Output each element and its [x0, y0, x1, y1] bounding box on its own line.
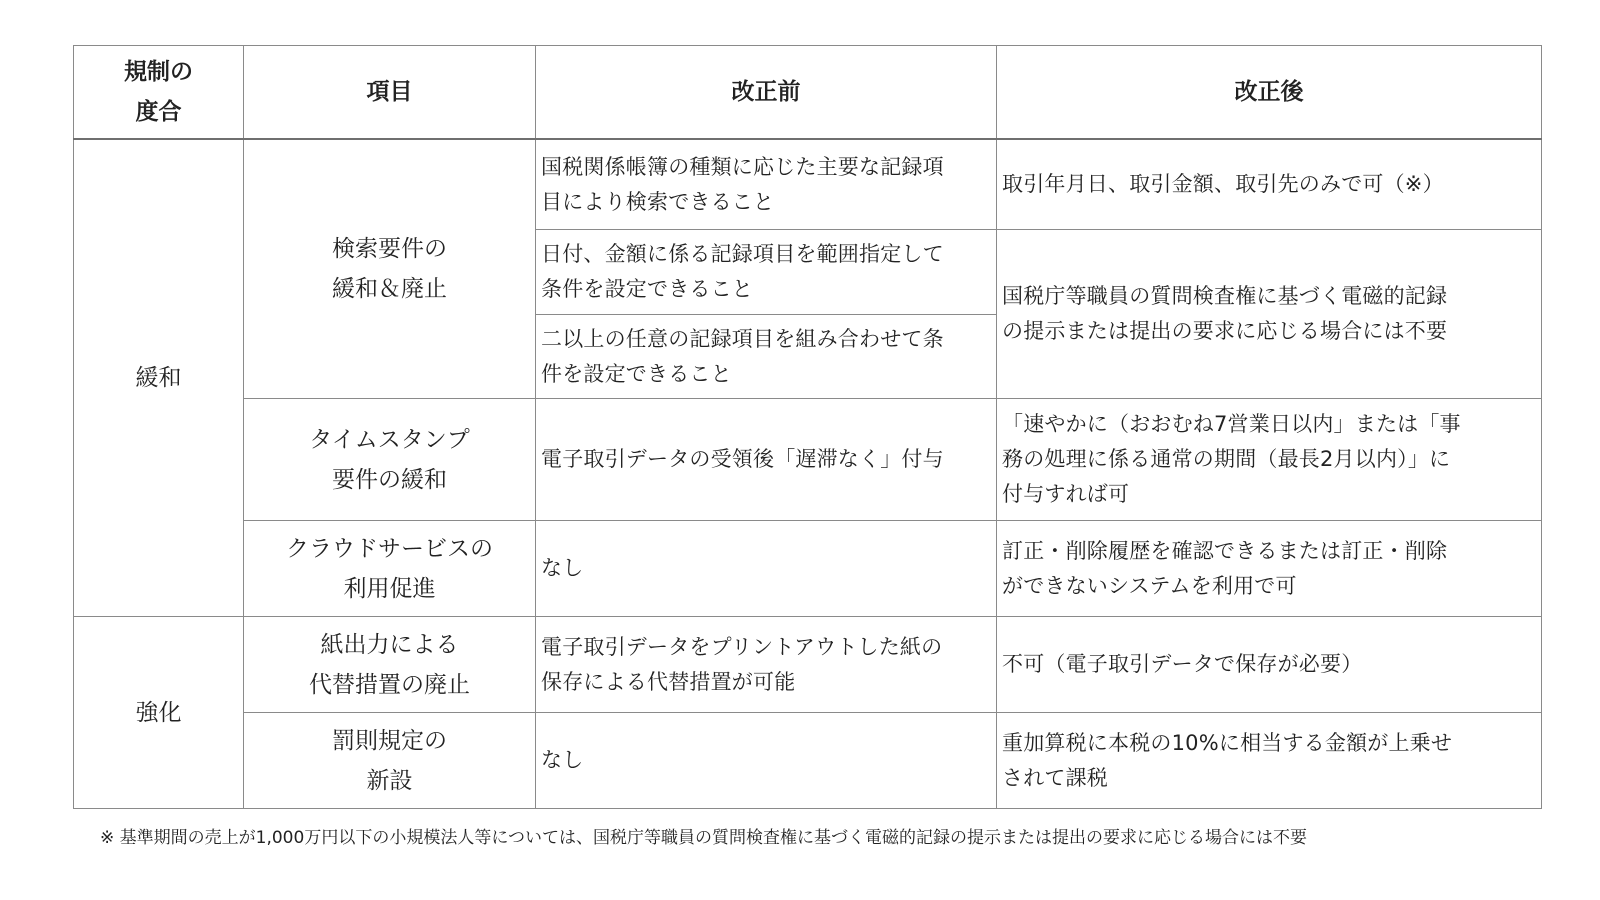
before-cell: 電子取引データの受領後「遅滞なく」付与 — [536, 399, 997, 521]
before-cell: なし — [536, 713, 997, 809]
table-header-row — [74, 46, 1542, 140]
header-before: 改正前 — [536, 46, 997, 140]
table-row — [74, 713, 1542, 809]
item-penalty-cell: 罰則規定の 新設 — [244, 713, 536, 809]
regulation-comparison-table — [73, 45, 1542, 809]
table-row — [74, 521, 1542, 617]
item-cloud-cell: クラウドサービスの 利用促進 — [244, 521, 536, 617]
after-cell: 重加算税に本税の10%に相当する金額が上乗せ されて課税 — [997, 713, 1542, 809]
header-item: 項目 — [244, 46, 536, 140]
item-paper-cell: 紙出力による 代替措置の廃止 — [244, 617, 536, 713]
after-cell: 訂正・削除履歴を確認できるまたは訂正・削除 ができないシステムを利用で可 — [997, 521, 1542, 617]
after-cell: 「速やかに（おおむね7営業日以内」または「事 務の処理に係る通常の期間（最長2月以内）」に 付与すれば可 — [997, 399, 1542, 521]
header-degree: 規制の 度合 — [74, 46, 244, 140]
after-cell: 国税庁等職員の質問検査権に基づく電磁的記録 の提示または提出の要求に応じる場合には不要 — [997, 230, 1542, 399]
before-cell: 電子取引データをプリントアウトした紙の 保存による代替措置が可能 — [536, 617, 997, 713]
before-cell: 二以上の任意の記録項目を組み合わせて条 件を設定できること — [536, 315, 997, 399]
item-search-cell: 検索要件の 緩和＆廃止 — [244, 139, 536, 399]
before-cell: なし — [536, 521, 997, 617]
degree-strengthen-cell: 強化 — [74, 617, 244, 809]
degree-relax-cell: 緩和 — [74, 139, 244, 617]
table-row — [74, 139, 1542, 230]
header-after: 改正後 — [997, 46, 1542, 140]
table-row — [74, 399, 1542, 521]
item-timestamp-cell: タイムスタンプ 要件の緩和 — [244, 399, 536, 521]
after-cell: 不可（電子取引データで保存が必要） — [997, 617, 1542, 713]
before-cell: 国税関係帳簿の種類に応じた主要な記録項 目により検索できること — [536, 139, 997, 230]
before-cell: 日付、金額に係る記録項目を範囲指定して 条件を設定できること — [536, 230, 997, 315]
table-row — [74, 617, 1542, 713]
after-cell: 取引年月日、取引金額、取引先のみで可（※） — [997, 139, 1542, 230]
footnote: ※ 基準期間の売上が1,000万円以下の小規模法人等については、国税庁等職員の質問検査権に基づく電磁的記録の提示または提出の要求に応じる場合には不要 — [100, 828, 1307, 848]
